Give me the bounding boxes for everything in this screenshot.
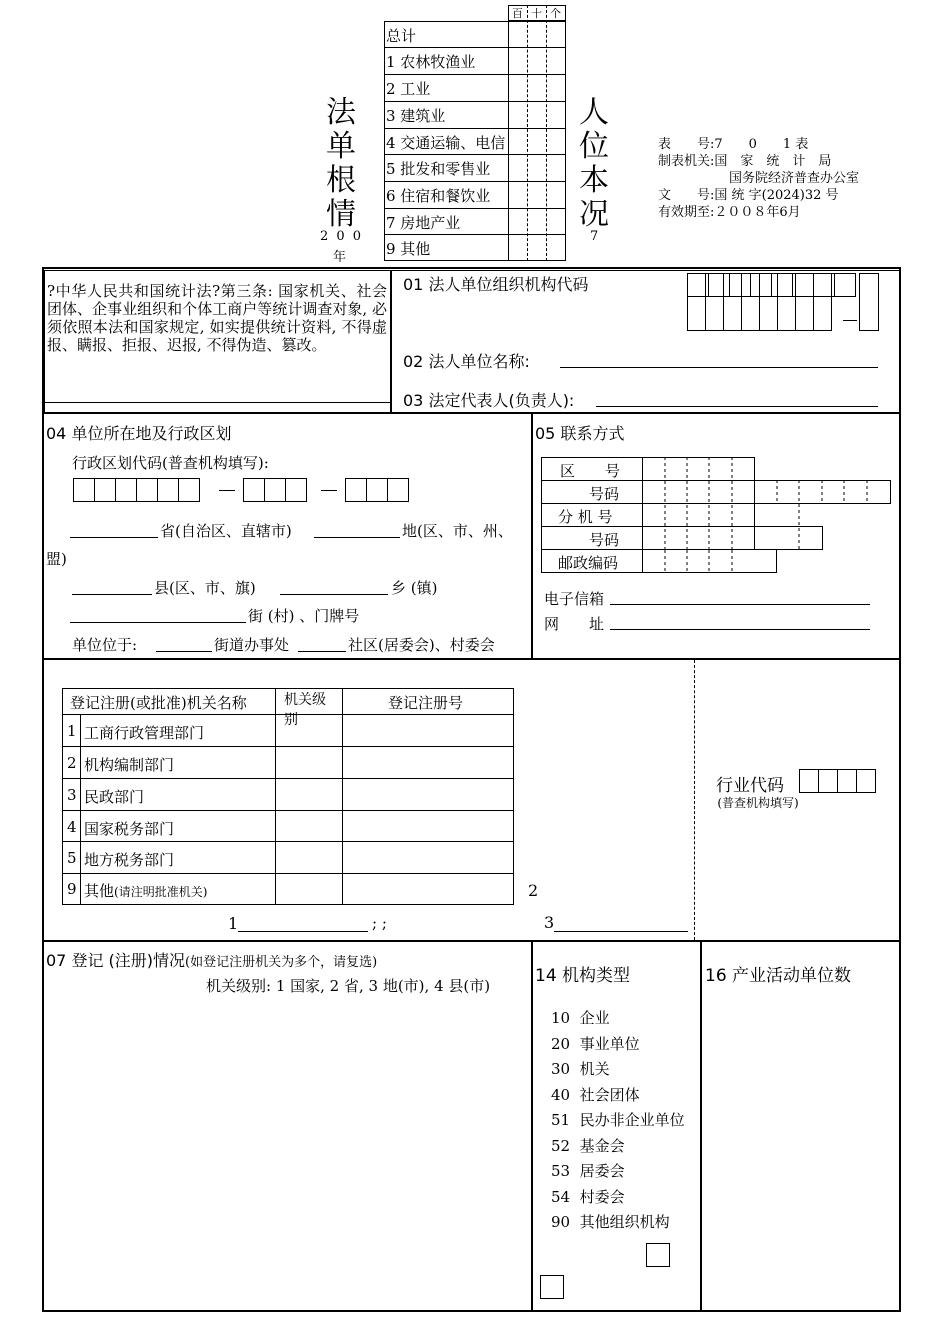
web-label: 网 址 (544, 615, 605, 633)
org-type-code: 20 (551, 1034, 571, 1053)
title-char: 法 (326, 95, 356, 130)
org-type-label: 居委会 (579, 1162, 625, 1180)
contact-grid[interactable] (641, 456, 893, 576)
org-type-checkbox-2[interactable] (540, 1275, 564, 1299)
contact-row-label: 邮政编码 (558, 554, 619, 572)
law-text: ?中华人民共和国统计法?第三条: 国家机关、社会团体、企事业组织和个体工商户等统计调查对象, 必须依照本法和国家规定, 如实提供统计资料, 不得虚报、瞒报、拒报、迟报, 不得伪造、篡改。 (47, 282, 387, 354)
web-field[interactable] (610, 629, 870, 630)
org-type-label: 机关 (579, 1060, 610, 1078)
digit-head-tens: 十 (531, 7, 542, 20)
org-type-label: 民办非企业单位 (579, 1111, 685, 1129)
org-type-label: 其他组织机构 (579, 1213, 670, 1231)
reg-row-no: 4 (67, 818, 77, 836)
reg-mark-2: 2 (528, 881, 539, 900)
industry-row: 总计 (386, 27, 417, 45)
digit-head-box (508, 5, 566, 21)
table-no: 7 0 1 表 (714, 137, 809, 152)
org-type-item[interactable] (551, 1032, 685, 1058)
org-type-label: 基金会 (579, 1136, 625, 1155)
org-code-label: 01 法人单位组织机构代码 (403, 275, 589, 294)
reg-status-note: (如登记注册机关为多个，请复选) (185, 955, 378, 970)
reg-status-title (46, 948, 377, 971)
org-type-code: 10 (551, 1009, 571, 1027)
year-char: 年 (333, 250, 347, 265)
reg-row-name: 民政部门 (84, 788, 145, 806)
contact-row-label: 号码 (589, 531, 620, 549)
location-title: 04 单位所在地及行政区划 (46, 424, 232, 443)
digit-head-hundreds: 百 (512, 7, 523, 20)
org-type-title: 14 机构类型 (535, 966, 631, 986)
title-char: 人 (579, 95, 609, 130)
industry-row: 9 其他 (386, 240, 431, 258)
community-field[interactable] (298, 651, 346, 652)
reg-row-name: 工商行政管理部门 (84, 724, 205, 742)
contact-row-label: 分 机 号 (558, 508, 613, 526)
reg-header-name: 登记注册(或批准)机关名称 (70, 694, 247, 712)
reg-under-1: 1 (228, 914, 239, 933)
form-meta (658, 136, 859, 221)
reg-under-1-field[interactable] (238, 931, 368, 932)
reg-row-name: 其他 (84, 882, 115, 900)
maker-2: 国务院经济普查办公室 (729, 171, 860, 186)
title-char: 根 (326, 163, 356, 198)
subdistrict-label: 街道办事处 (214, 636, 290, 654)
org-type-item[interactable] (551, 1185, 685, 1211)
township-label: 乡 (镇) (391, 579, 438, 597)
located-prefix: 单位位于: (72, 636, 138, 654)
unit-name-label: 02 法人单位名称: (403, 352, 530, 371)
province-label: 省(自治区、直辖市) (160, 522, 292, 540)
org-type-code: 54 (551, 1187, 571, 1206)
reg-row-name: 国家税务部门 (84, 820, 175, 838)
reg-row-other (84, 880, 207, 901)
industry-row: 5 批发和零售业 (386, 160, 491, 178)
subdistrict-field[interactable] (156, 651, 212, 652)
reg-status-levels: 机关级别: 1 国家, 2 省, 3 地(市), 4 县(市) (206, 977, 491, 995)
digit-head-units: 个 (550, 7, 561, 20)
meng-label: 盟) (46, 550, 67, 568)
org-type-label: 企业 (579, 1009, 610, 1027)
street-label: 街 (村) 、门牌号 (248, 607, 360, 625)
reg-status-title-text: 07 登记 (注册)情况 (46, 951, 186, 970)
maker-1: 国 家 统 计 局 (714, 154, 832, 169)
legal-rep-label: 03 法定代表人(负责人): (403, 391, 575, 410)
industry-code-note: (普查机构填写) (717, 796, 799, 810)
org-type-list (551, 1006, 685, 1236)
industry-row: 3 建筑业 (386, 107, 446, 125)
reg-row-no: 5 (67, 849, 77, 867)
org-type-code: 53 (551, 1162, 571, 1180)
valid-label: 有效期至: (658, 205, 715, 220)
reg-row-no: 1 (67, 722, 77, 740)
township-field[interactable] (280, 594, 388, 595)
org-type-code: 90 (551, 1213, 571, 1231)
org-type-item[interactable] (551, 1210, 685, 1236)
org-type-code: 52 (551, 1136, 571, 1155)
table-no-label: 表 号: (658, 137, 715, 152)
valid-to: ２００８年6月 (714, 205, 801, 220)
reg-row-no: 3 (67, 786, 77, 804)
org-type-item[interactable] (551, 1006, 685, 1032)
org-type-item[interactable] (551, 1159, 685, 1185)
legal-rep-field[interactable] (596, 406, 878, 407)
org-code-check-digit[interactable] (859, 273, 879, 331)
org-type-item[interactable] (551, 1108, 685, 1134)
org-type-item[interactable] (551, 1083, 685, 1109)
org-type-checkbox[interactable] (646, 1243, 670, 1267)
community-label: 社区(居委会)、村委会 (348, 636, 495, 654)
reg-header-number: 登记注册号 (388, 694, 464, 712)
county-label: 县(区、市、旗) (154, 579, 256, 597)
industry-row: 4 交通运输、电信 (386, 134, 506, 152)
org-type-label: 村委会 (579, 1187, 625, 1206)
prefecture-field[interactable] (314, 537, 400, 538)
email-field[interactable] (610, 604, 870, 605)
reg-row-note: (请注明批准机关) (114, 885, 208, 899)
reg-row-no: 9 (67, 880, 77, 898)
unit-name-field[interactable] (560, 367, 878, 368)
industry-units-title: 16 产业活动单位数 (705, 966, 852, 986)
title-char: 单 (326, 129, 356, 164)
org-type-label: 社会团体 (579, 1085, 640, 1104)
contact-row-label: 区 号 (560, 462, 621, 480)
industry-row: 7 房地产业 (386, 214, 461, 232)
title-char: 况 (579, 197, 609, 232)
reg-row-name: 机构编制部门 (84, 756, 175, 774)
doc-label: 文 号: (658, 188, 715, 203)
industry-row: 1 农林牧渔业 (386, 53, 476, 71)
province-field[interactable] (70, 537, 158, 538)
industry-code-label: 行业代码 (716, 776, 784, 796)
reg-header-level: 机关级别 (284, 692, 326, 728)
contact-row-label: 号码 (589, 485, 620, 503)
org-type-label: 事业单位 (579, 1034, 640, 1053)
reg-mark-3: 3 (544, 913, 555, 932)
county-field[interactable] (72, 594, 152, 595)
title-char: 情 (326, 197, 356, 232)
reg-row-no: 2 (67, 754, 77, 772)
reg-under-3-field[interactable] (554, 931, 688, 932)
org-type-code: 40 (551, 1085, 571, 1104)
doc-no: 国 统 字(2024)32 号 (714, 188, 839, 203)
industry-row: 2 工业 (386, 80, 431, 98)
org-type-code: 51 (551, 1111, 571, 1129)
org-type-item[interactable] (551, 1057, 685, 1083)
email-label: 电子信箱 (544, 590, 605, 608)
reg-row-name: 地方税务部门 (84, 851, 175, 869)
year-right: 7 (590, 229, 599, 244)
street-field[interactable] (70, 622, 246, 623)
maker-label: 制表机关: (658, 154, 715, 169)
reg-under-sep: ; ; (372, 914, 387, 932)
org-type-item[interactable] (551, 1134, 685, 1160)
title-char: 位 (579, 129, 609, 164)
title-char: 本 (579, 163, 609, 198)
prefecture-label: 地(区、市、州、 (402, 522, 513, 540)
org-type-code: 30 (551, 1060, 571, 1078)
admin-code-label: 行政区划代码(普查机构填写): (72, 454, 269, 472)
contact-title: 05 联系方式 (535, 424, 625, 443)
org-code-digit[interactable] (834, 273, 856, 297)
year-left: 2 0 0 (320, 229, 364, 244)
industry-row: 6 住宿和餐饮业 (386, 187, 491, 205)
